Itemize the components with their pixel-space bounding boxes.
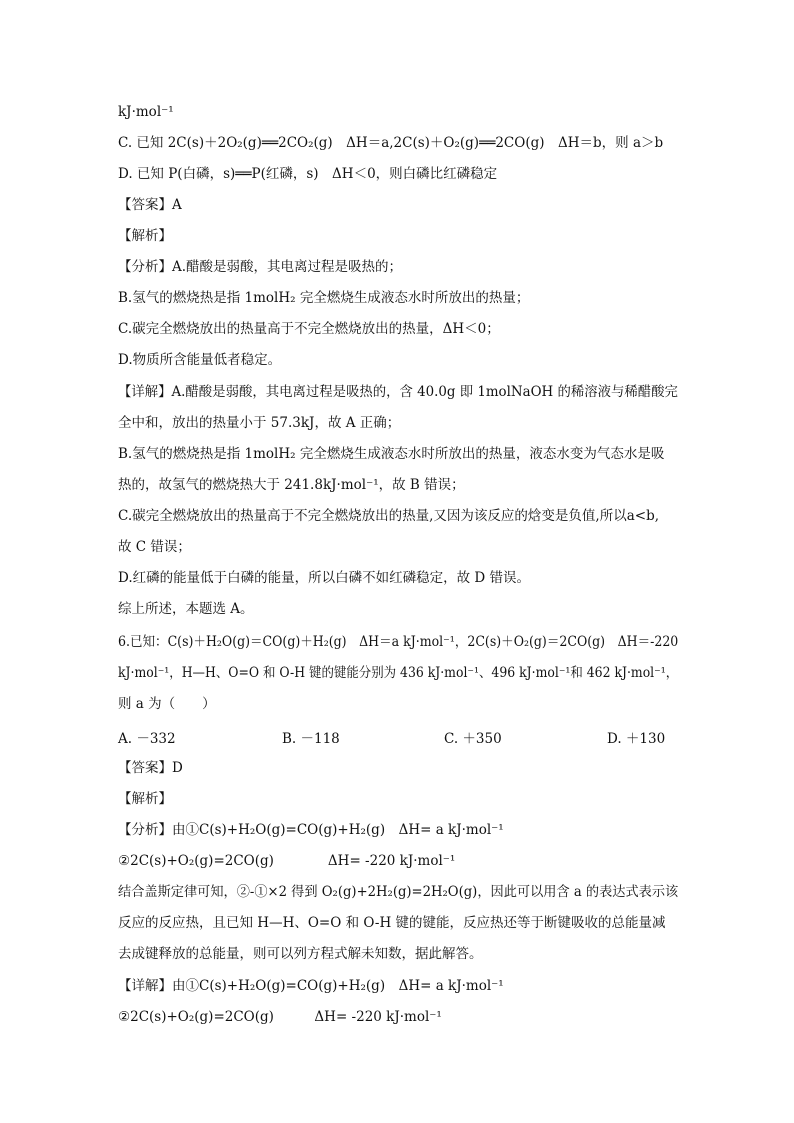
text-line: C.碳完全燃烧放出的热量高于不完全燃烧放出的热量，ΔH＜0； [118,321,500,337]
text-line: 全中和，放出的热量小于 57.3kJ，故 A 正确； [118,415,401,431]
option-c-line: C. 已知 2C(s)＋2O₂(g)══2CO₂(g) ΔH＝a,2C(s)＋O₂(g)══2CO(g) ΔH＝b，则 a＞b [118,135,664,151]
text-line: kJ·mol⁻¹ [118,104,174,120]
text-line: ②2C(s)+O₂(g)=2CO(g) ΔH= -220 kJ·mol⁻¹ [118,853,456,869]
answer-options [118,727,678,747]
option-a: A. －332 [118,731,176,747]
text-line: ②2C(s)+O₂(g)=2CO(g) ΔH= -220 kJ·mol⁻¹ [118,1009,442,1025]
text-line: D.物质所含能量低者稳定。 [118,352,282,368]
answer-label: 【答案】A [118,197,182,213]
text-line: 则 a 为（ ） [118,696,216,712]
text-line: C.碳完全燃烧放出的热量高于不完全燃烧放出的热量,又因为该反应的焓变是负值,所以a<b, [118,508,660,524]
text-line: B.氢气的燃烧热是指 1molH₂ 完全燃烧生成液态水时所放出的热量，液态水变为气态水是吸 [118,446,665,462]
option-b: B. －118 [282,731,340,747]
text-line: B.氢气的燃烧热是指 1molH₂ 完全燃烧生成液态水时所放出的热量； [118,290,530,306]
text-line: 综上所述，本题选 A。 [118,601,254,617]
answer-label: 【答案】D [118,760,183,776]
text-line: 结合盖斯定律可知，②-①×2 得到 O₂(g)+2H₂(g)=2H₂O(g)，因此可以用含 a 的表达式表示该 [118,884,679,900]
text-line: 【详解】由①C(s)+H₂O(g)=CO(g)+H₂(g) ΔH= a kJ·mol⁻¹ [118,978,504,994]
text-line: 反应的反应热，且已知 H—H、O=O 和 O-H 键的键能，反应热还等于断键吸收的总能量减 [118,915,666,931]
text-line: 故 C 错误； [118,539,191,555]
question-6-line: 6.已知：C(s)＋H₂O(g)＝CO(g)＋H₂(g) ΔH＝a kJ·mol⁻¹，2C(s)＋O₂(g)＝2CO(g) ΔH＝-220 [118,634,679,650]
text-line: 热的，故氢气的燃烧热大于 241.8kJ·mol⁻¹，故 B 错误； [118,477,465,493]
text-line: 【分析】A.醋酸是弱酸，其电离过程是吸热的； [118,259,403,275]
text-line: 【分析】由①C(s)+H₂O(g)=CO(g)+H₂(g) ΔH= a kJ·mol⁻¹ [118,822,504,838]
text-line: kJ·mol⁻¹，H—H、O=O 和 O-H 键的键能分别为 436 kJ·mol⁻¹、496 kJ·mol⁻¹和 462 kJ·mol⁻¹， [118,665,679,681]
text-line: 去成键释放的总能量，则可以列方程式解未知数，据此解答。 [118,946,483,962]
text-line: D.红磷的能量低于白磷的能量，所以白磷不如红磷稳定，故 D 错误。 [118,570,531,586]
text-line: 【详解】A.醋酸是弱酸，其电离过程是吸热的，含 40.0g 即 1molNaOH 的稀溶液与稀醋酸完 [118,384,678,400]
analysis-label: 【解析】 [118,228,172,244]
analysis-label: 【解析】 [118,791,172,807]
option-d: D. ＋130 [607,731,666,747]
option-c: C. ＋350 [444,731,502,747]
option-d-line: D. 已知 P(白磷，s)══P(红磷，s) ΔH＜0，则白磷比红磷稳定 [118,166,498,182]
